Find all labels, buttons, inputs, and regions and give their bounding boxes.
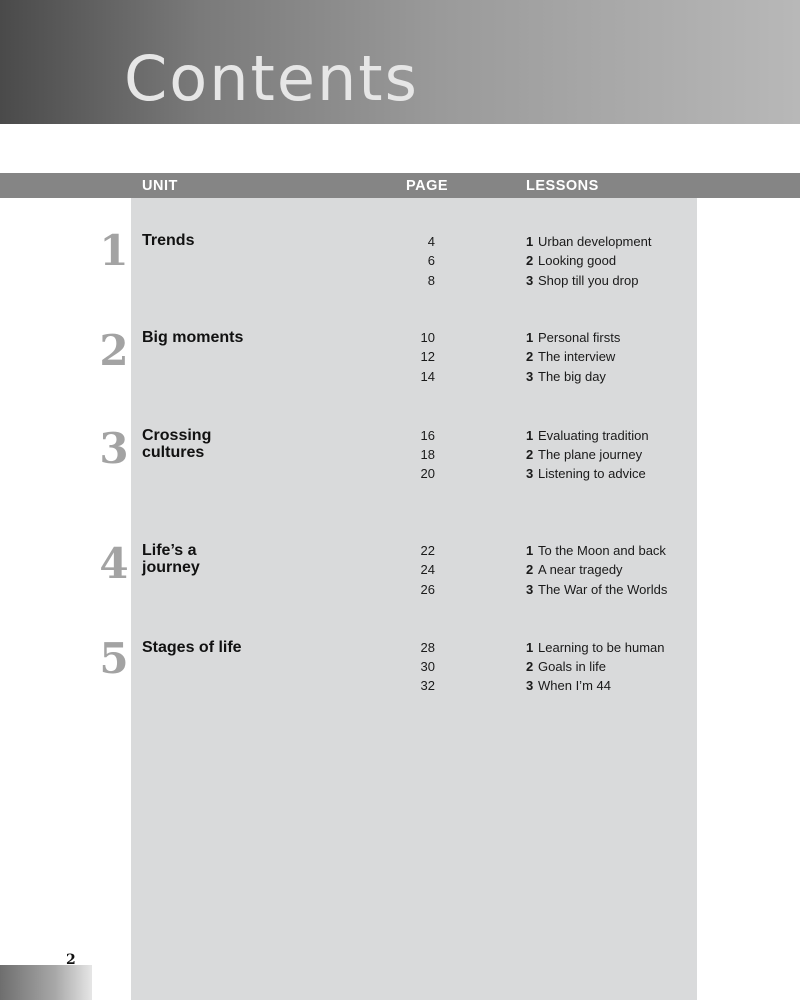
page-number: 30: [420, 659, 435, 674]
page-number: 22: [420, 543, 435, 558]
lesson-row: [0, 232, 800, 251]
page-number: 24: [420, 562, 435, 577]
page-number: 10: [420, 330, 435, 345]
page-number-footer: 2: [66, 952, 76, 968]
lesson-row: [0, 367, 800, 386]
page-number: 32: [420, 678, 435, 693]
lesson-number: 2: [526, 447, 534, 462]
lesson-title: Goals in life: [538, 659, 606, 674]
unit-title: Stages of life: [142, 639, 242, 656]
page-number: 20: [420, 466, 435, 481]
header-lessons: LESSONS: [526, 178, 599, 194]
unit-title: Life’s a journey: [142, 542, 200, 576]
page-number: 26: [420, 582, 435, 597]
lesson-title: The big day: [538, 369, 606, 384]
page-number: 18: [420, 447, 435, 462]
lesson-row: [0, 560, 800, 579]
unit-number: 5: [99, 634, 129, 683]
lesson-title: The interview: [538, 349, 616, 364]
lesson-number: 1: [526, 543, 534, 558]
lesson-row: [0, 347, 800, 366]
lesson-row: [0, 464, 800, 483]
lesson-number: 3: [526, 369, 534, 384]
lesson-title: Personal firsts: [538, 330, 621, 345]
unit-number: 2: [99, 326, 129, 375]
lesson-title: Listening to advice: [538, 466, 646, 481]
page-number: 16: [420, 428, 435, 443]
unit-title: Crossing cultures: [142, 427, 212, 461]
lesson-title: To the Moon and back: [538, 543, 666, 558]
table-header-bar: [0, 173, 800, 198]
corner-gradient: [0, 965, 92, 1000]
lesson-number: 3: [526, 466, 534, 481]
lesson-row: [0, 580, 800, 599]
header-page: PAGE: [406, 178, 449, 194]
lesson-number: 1: [526, 234, 534, 249]
lesson-title: A near tragedy: [538, 562, 623, 577]
header-unit: UNIT: [142, 178, 178, 194]
lesson-number: 3: [526, 582, 534, 597]
lesson-row: [0, 541, 800, 560]
lesson-number: 2: [526, 349, 534, 364]
unit-number: 3: [99, 424, 129, 473]
lesson-row: [0, 676, 800, 695]
page-number: 4: [427, 234, 435, 249]
lesson-row: [0, 426, 800, 445]
lesson-title: Learning to be human: [538, 640, 665, 655]
unit-number: 1: [99, 226, 129, 275]
unit-title: Trends: [142, 232, 195, 249]
page-number: 14: [420, 369, 435, 384]
lesson-title: Evaluating tradition: [538, 428, 649, 443]
lesson-row: [0, 445, 800, 464]
lesson-number: 3: [526, 273, 534, 288]
lesson-number: 2: [526, 253, 534, 268]
lesson-row: [0, 638, 800, 657]
lesson-row: [0, 328, 800, 347]
lesson-title: Shop till you drop: [538, 273, 639, 288]
page-number: 8: [427, 273, 435, 288]
unit-title: Big moments: [142, 329, 244, 346]
contents-panel: [131, 198, 697, 1000]
lesson-title: Looking good: [538, 253, 617, 268]
page-title: Contents: [124, 42, 419, 115]
lesson-number: 1: [526, 640, 534, 655]
page-number: 6: [427, 253, 435, 268]
lesson-title: When I’m 44: [538, 678, 611, 693]
unit-number: 4: [99, 539, 129, 588]
lesson-row: [0, 657, 800, 676]
lesson-row: [0, 251, 800, 270]
page-number: 12: [420, 349, 435, 364]
lesson-number: 2: [526, 562, 534, 577]
lesson-number: 1: [526, 330, 534, 345]
lesson-number: 1: [526, 428, 534, 443]
lesson-title: The plane journey: [538, 447, 643, 462]
lesson-number: 3: [526, 678, 534, 693]
lesson-row: [0, 271, 800, 290]
lesson-title: The War of the Worlds: [538, 582, 668, 597]
page-number: 28: [420, 640, 435, 655]
lesson-number: 2: [526, 659, 534, 674]
lesson-title: Urban development: [538, 234, 652, 249]
